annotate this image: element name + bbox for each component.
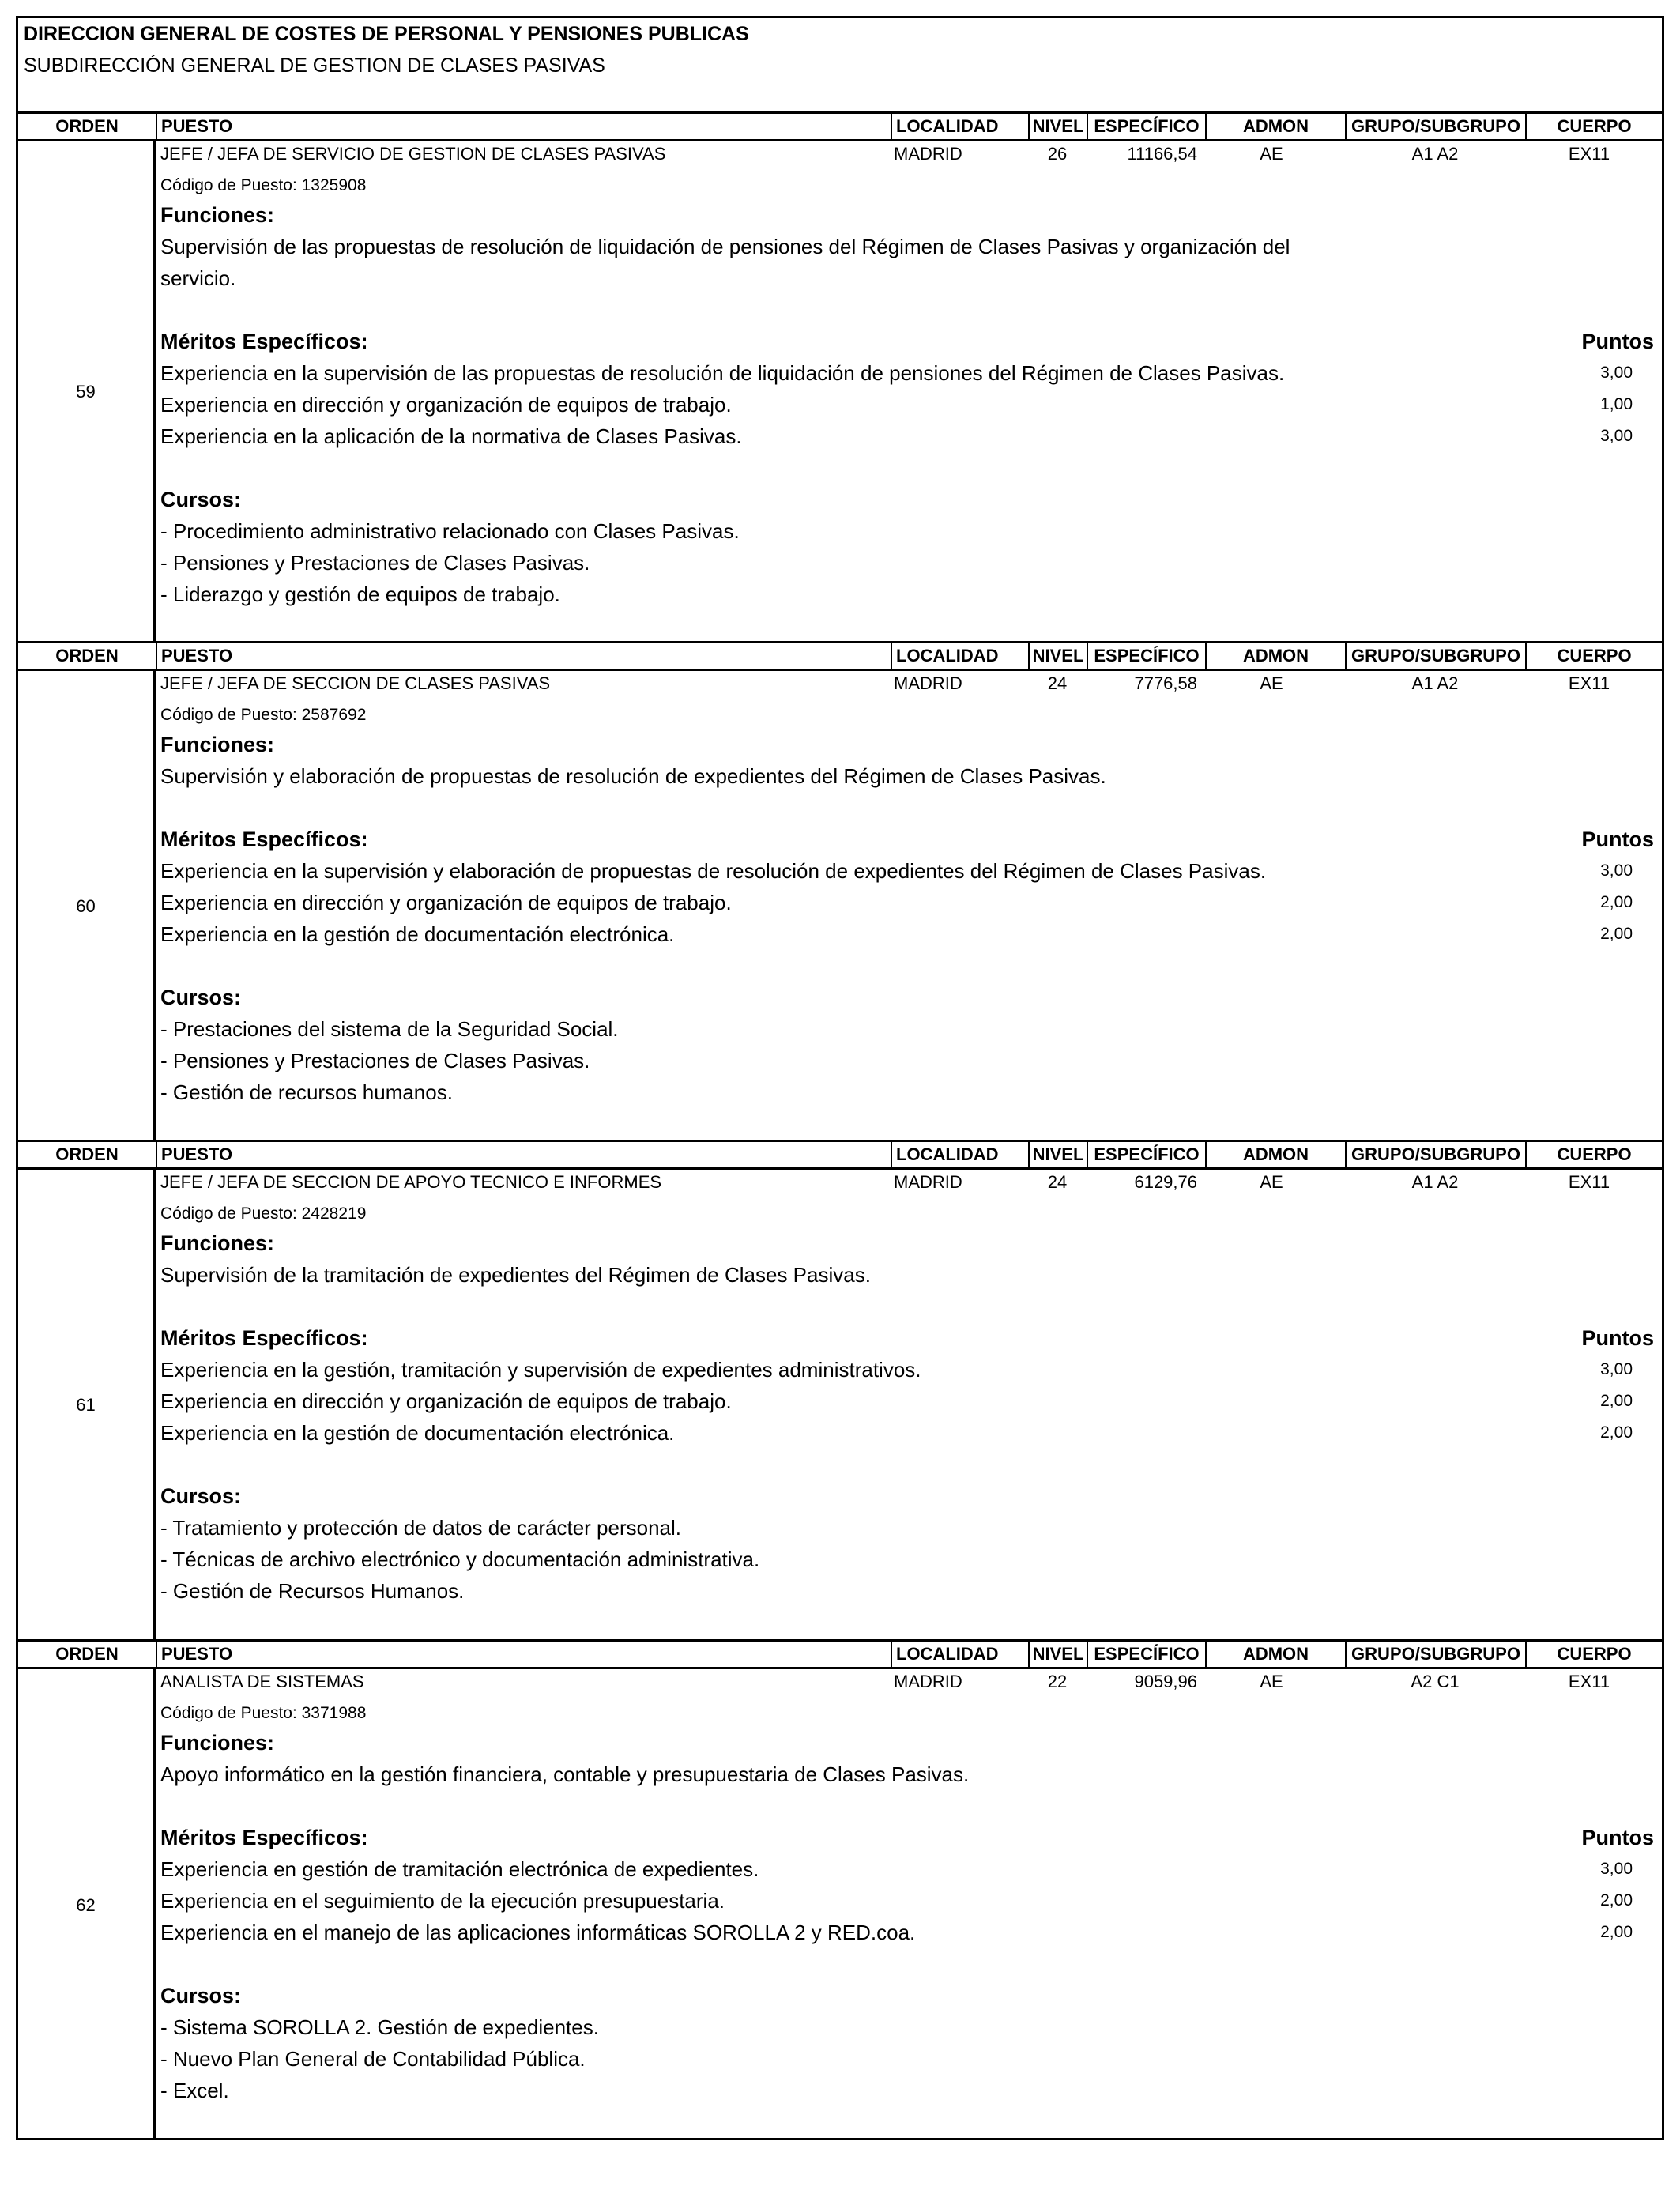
curso-item: - Pensiones y Prestaciones de Clases Pasivas. (160, 551, 590, 575)
merito-text: Experiencia en gestión de tramitación electrónica de expedientes. (160, 1857, 759, 1881)
column-header-localidad: LOCALIDAD (891, 1642, 1028, 1667)
column-header-localidad: LOCALIDAD (891, 114, 1028, 139)
merito-puntos: 3,00 (1600, 364, 1633, 382)
nivel-value: 24 (1047, 1172, 1068, 1192)
column-header-admon: ADMON (1205, 114, 1345, 139)
merito-puntos: 1,00 (1600, 395, 1633, 413)
merito-puntos: 2,00 (1600, 893, 1633, 911)
puesto-title: JEFE / JEFA DE SECCION DE APOYO TECNICO E INFORMES (160, 1172, 662, 1192)
meritos-label: Méritos Específicos: (160, 330, 368, 353)
admon-value: AE (1260, 144, 1283, 164)
column-header-grupo: GRUPO/SUBGRUPO (1345, 114, 1525, 139)
column-header-orden: ORDEN (55, 1144, 119, 1164)
column-header-nivel: NIVEL (1028, 1142, 1087, 1167)
cuerpo-value: EX11 (1568, 1172, 1610, 1192)
especifico-value: 7776,58 (1134, 673, 1197, 693)
curso-item: - Sistema SOROLLA 2. Gestión de expedientes. (160, 2015, 599, 2039)
merito-puntos: 2,00 (1600, 1891, 1633, 1909)
cursos-label: Cursos: (160, 986, 242, 1009)
orden-column (18, 1669, 156, 2140)
puntos-label: Puntos (1581, 1826, 1654, 1849)
merito-puntos: 3,00 (1600, 1360, 1633, 1378)
column-header-nivel: NIVEL (1028, 1642, 1087, 1667)
meritos-label: Méritos Específicos: (160, 1826, 368, 1849)
orden-number: 61 (76, 1395, 96, 1415)
column-header-especifico: ESPECÍFICO (1087, 114, 1205, 139)
cursos-label: Cursos: (160, 1984, 242, 2007)
column-header-puesto: PUESTO (156, 114, 891, 139)
admon-value: AE (1260, 673, 1283, 693)
orden-column (18, 1170, 156, 1639)
cursos-label: Cursos: (160, 1484, 242, 1508)
localidad-value: MADRID (894, 1672, 962, 1691)
merito-text: Experiencia en dirección y organización de equipos de trabajo. (160, 1389, 732, 1413)
nivel-value: 26 (1047, 144, 1068, 164)
subdirection-title: SUBDIRECCIÓN GENERAL DE GESTION DE CLASES PASIVAS (24, 55, 605, 77)
column-header-especifico: ESPECÍFICO (1087, 1642, 1205, 1667)
admon-value: AE (1260, 1172, 1283, 1192)
codigo-puesto: Código de Puesto: 2587692 (160, 706, 367, 724)
merito-puntos: 2,00 (1600, 1923, 1633, 1941)
column-header-orden: ORDEN (55, 116, 119, 136)
curso-item: - Técnicas de archivo electrónico y documentación administrativa. (160, 1547, 760, 1571)
column-header-orden: ORDEN (55, 646, 119, 665)
position-block (18, 1669, 1662, 2140)
merito-puntos: 2,00 (1600, 1392, 1633, 1410)
grupo-value: A1 A2 (1411, 1172, 1459, 1192)
merito-puntos: 2,00 (1600, 1423, 1633, 1442)
merito-text: Experiencia en la supervisión y elaboración de propuestas de resolución de expedientes del Régimen de Clases Pasivas. (160, 859, 1267, 883)
document-table (16, 16, 1664, 2140)
grupo-value: A1 A2 (1411, 144, 1459, 164)
column-header-grupo: GRUPO/SUBGRUPO (1345, 1142, 1525, 1167)
column-header-cuerpo: CUERPO (1525, 1142, 1662, 1167)
column-header-localidad: LOCALIDAD (891, 1142, 1028, 1167)
funciones-text: Supervisión de la tramitación de expedientes del Régimen de Clases Pasivas. (160, 1263, 871, 1287)
puesto-title: JEFE / JEFA DE SERVICIO DE GESTION DE CLASES PASIVAS (160, 144, 666, 164)
funciones-text: Supervisión y elaboración de propuestas de resolución de expedientes del Régimen de Clases Pasivas. (160, 764, 1106, 788)
merito-text: Experiencia en la supervisión de las propuestas de resolución de liquidación de pensiones del Régimen de Clases Pasivas. (160, 361, 1285, 385)
curso-item: - Nuevo Plan General de Contabilidad Pública. (160, 2047, 586, 2071)
orden-column (18, 671, 156, 1140)
column-header-admon: ADMON (1205, 1642, 1345, 1667)
grupo-value: A2 C1 (1411, 1672, 1460, 1691)
curso-item: - Pensiones y Prestaciones de Clases Pasivas. (160, 1049, 590, 1072)
merito-text: Experiencia en el seguimiento de la ejecución presupuestaria. (160, 1889, 725, 1913)
codigo-puesto: Código de Puesto: 3371988 (160, 1704, 367, 1722)
admon-value: AE (1260, 1672, 1283, 1691)
column-header-row (18, 111, 1662, 141)
cuerpo-value: EX11 (1568, 1672, 1610, 1691)
merito-puntos: 3,00 (1600, 427, 1633, 445)
funciones-text: Apoyo informático en la gestión financiera, contable y presupuestaria de Clases Pasivas. (160, 1762, 970, 1786)
column-header-admon: ADMON (1205, 1142, 1345, 1167)
nivel-value: 24 (1047, 673, 1068, 693)
column-header-row (18, 1639, 1662, 1669)
grupo-value: A1 A2 (1411, 673, 1459, 693)
puntos-label: Puntos (1581, 827, 1654, 851)
column-header-row (18, 641, 1662, 671)
column-header-orden: ORDEN (55, 1644, 119, 1664)
orden-number: 62 (76, 1895, 96, 1915)
codigo-puesto: Código de Puesto: 1325908 (160, 176, 367, 194)
cursos-label: Cursos: (160, 488, 242, 511)
localidad-value: MADRID (894, 1172, 962, 1192)
funciones-label: Funciones: (160, 1731, 275, 1755)
funciones-label: Funciones: (160, 203, 275, 227)
column-header-admon: ADMON (1205, 643, 1345, 669)
column-header-grupo: GRUPO/SUBGRUPO (1345, 643, 1525, 669)
column-header-puesto: PUESTO (156, 1642, 891, 1667)
position-block (18, 671, 1662, 1140)
column-header-cuerpo: CUERPO (1525, 1642, 1662, 1667)
column-header-localidad: LOCALIDAD (891, 643, 1028, 669)
funciones-label: Funciones: (160, 733, 275, 756)
puntos-label: Puntos (1581, 1326, 1654, 1350)
curso-item: - Tratamiento y protección de datos de carácter personal. (160, 1516, 682, 1540)
nivel-value: 22 (1047, 1672, 1068, 1691)
merito-text: Experiencia en la aplicación de la normativa de Clases Pasivas. (160, 424, 742, 448)
puntos-label: Puntos (1581, 330, 1654, 353)
position-block (18, 141, 1662, 641)
column-header-row (18, 1140, 1662, 1170)
merito-puntos: 2,00 (1600, 925, 1633, 943)
localidad-value: MADRID (894, 673, 962, 693)
merito-text: Experiencia en la gestión de documentación electrónica. (160, 922, 675, 946)
merito-text: Experiencia en la gestión, tramitación y supervisión de expedientes administrativos. (160, 1358, 921, 1382)
orden-number: 59 (76, 382, 96, 401)
curso-item: - Prestaciones del sistema de la Seguridad Social. (160, 1017, 619, 1041)
puesto-title: ANALISTA DE SISTEMAS (160, 1672, 364, 1691)
position-block (18, 1170, 1662, 1639)
column-header-puesto: PUESTO (156, 643, 891, 669)
curso-item: - Excel. (160, 2079, 229, 2102)
merito-text: Experiencia en dirección y organización de equipos de trabajo. (160, 393, 732, 417)
column-header-especifico: ESPECÍFICO (1087, 1142, 1205, 1167)
funciones-text: servicio. (160, 266, 236, 290)
merito-puntos: 3,00 (1600, 1860, 1633, 1878)
column-header-nivel: NIVEL (1028, 643, 1087, 669)
meritos-label: Méritos Específicos: (160, 1326, 368, 1350)
codigo-puesto: Código de Puesto: 2428219 (160, 1204, 367, 1223)
column-header-puesto: PUESTO (156, 1142, 891, 1167)
localidad-value: MADRID (894, 144, 962, 164)
column-header-especifico: ESPECÍFICO (1087, 643, 1205, 669)
meritos-label: Méritos Específicos: (160, 827, 368, 851)
especifico-value: 9059,96 (1134, 1672, 1197, 1691)
merito-puntos: 3,00 (1600, 861, 1633, 880)
curso-item: - Procedimiento administrativo relacionado con Clases Pasivas. (160, 519, 740, 543)
curso-item: - Liderazgo y gestión de equipos de trabajo. (160, 582, 560, 606)
orden-column (18, 141, 156, 641)
orden-number: 60 (76, 896, 96, 916)
column-header-nivel: NIVEL (1028, 114, 1087, 139)
funciones-text: Supervisión de las propuestas de resolución de liquidación de pensiones del Régimen de Clases Pasivas y organización del (160, 235, 1290, 258)
column-header-grupo: GRUPO/SUBGRUPO (1345, 1642, 1525, 1667)
merito-text: Experiencia en dirección y organización de equipos de trabajo. (160, 891, 732, 914)
curso-item: - Gestión de recursos humanos. (160, 1080, 453, 1104)
cuerpo-value: EX11 (1568, 144, 1610, 164)
merito-text: Experiencia en la gestión de documentación electrónica. (160, 1421, 675, 1445)
direction-title: DIRECCION GENERAL DE COSTES DE PERSONAL Y PENSIONES PUBLICAS (24, 23, 749, 45)
column-header-cuerpo: CUERPO (1525, 643, 1662, 669)
puesto-title: JEFE / JEFA DE SECCION DE CLASES PASIVAS (160, 673, 551, 693)
especifico-value: 11166,54 (1127, 144, 1197, 164)
funciones-label: Funciones: (160, 1231, 275, 1255)
especifico-value: 6129,76 (1134, 1172, 1197, 1192)
merito-text: Experiencia en el manejo de las aplicaciones informáticas SOROLLA 2 y RED.coa. (160, 1921, 916, 1944)
cuerpo-value: EX11 (1568, 673, 1610, 693)
curso-item: - Gestión de Recursos Humanos. (160, 1579, 465, 1603)
column-header-cuerpo: CUERPO (1525, 114, 1662, 139)
